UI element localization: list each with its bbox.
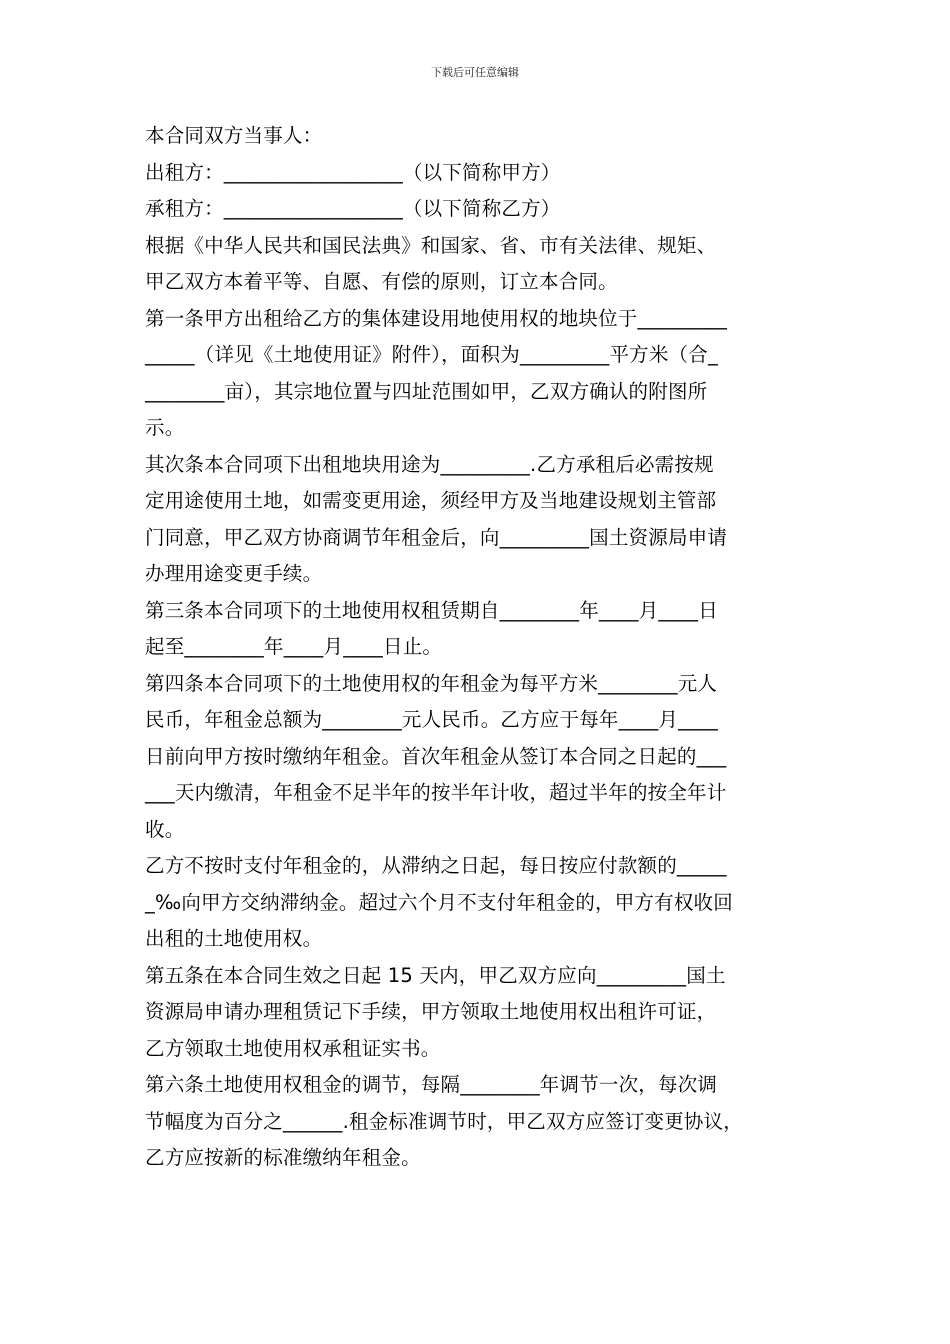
contract-line: 第五条在本合同生效之日起 15 天内，甲乙双方应向_________国土 <box>145 963 726 987</box>
contract-line: 乙方不按时支付年租金的，从滞纳之日起，每日按应付款额的_____ <box>145 854 727 877</box>
contract-line: 起至________年____月____日止。 <box>145 635 443 658</box>
contract-line: 根据《中华人民共和国民法典》和国家、省、市有关法律、规矩、 <box>145 233 717 257</box>
contract-body <box>145 118 810 1177</box>
contract-line: 出租的土地使用权。 <box>145 927 323 950</box>
contract-line: ________亩），其宗地位置与四址范围如甲，乙双方确认的附图所 <box>145 379 708 403</box>
contract-line: 第三条本合同项下的土地使用权租赁期自________年____月____日 <box>145 598 718 622</box>
contract-line: 出租方：__________________（以下简称甲方） <box>145 160 561 184</box>
contract-line: 本合同双方当事人： <box>145 124 323 147</box>
page-header: 下载后可任意编辑 <box>431 66 519 79</box>
contract-line: ___天内缴清，年租金不足半年的按半年计收，超过半年的按全年计 <box>145 781 727 804</box>
contract-line: 资源局申请办理租赁记下手续，甲方领取土地使用权出租许可证， <box>145 1000 717 1023</box>
contract-line: 乙方应按新的标准缴纳年租金。 <box>145 1146 421 1169</box>
contract-line: 节幅度为百分之______.租金标准调节时，甲乙双方应签订变更协议， <box>145 1109 743 1133</box>
contract-line: 第四条本合同项下的土地使用权的年租金为每平方米________元人 <box>145 671 718 695</box>
contract-line: 承租方：__________________（以下简称乙方） <box>145 197 561 220</box>
contract-line: 示。 <box>145 416 185 439</box>
contract-line: _‰向甲方交纳滞纳金。超过六个月不支付年租金的，甲方有权收回 <box>145 890 733 914</box>
contract-line: _____（详见《土地使用证》附件），面积为_________平方米（合_ <box>145 343 718 366</box>
contract-line: 办理用途变更手续。 <box>145 562 323 585</box>
contract-line: 门同意，甲乙双方协商调节年租金后，向_________国土资源局申请 <box>145 525 728 549</box>
contract-line: 民币，年租金总额为________元人民币。乙方应于每年____月____ <box>145 708 718 731</box>
contract-line: 定用途使用土地，如需变更用途，须经甲方及当地建设规划主管部 <box>145 489 717 512</box>
contract-line: 第六条土地使用权租金的调节，每隔________年调节一次，每次调 <box>145 1073 718 1096</box>
contract-line: 乙方领取土地使用权承租证实书。 <box>145 1036 441 1060</box>
contract-line: 甲乙双方本着平等、自愿、有偿的原则，订立本合同。 <box>145 270 618 293</box>
contract-line: 第一条甲方出租给乙方的集体建设用地使用权的地块位于_________ <box>145 306 728 330</box>
contract-line: 收。 <box>145 817 185 841</box>
contract-line: 日前向甲方按时缴纳年租金。首次年租金从签订本合同之日起的___ <box>145 744 727 768</box>
contract-line: 其次条本合同项下出租地块用途为_________.乙方承租后必需按规 <box>145 452 714 476</box>
